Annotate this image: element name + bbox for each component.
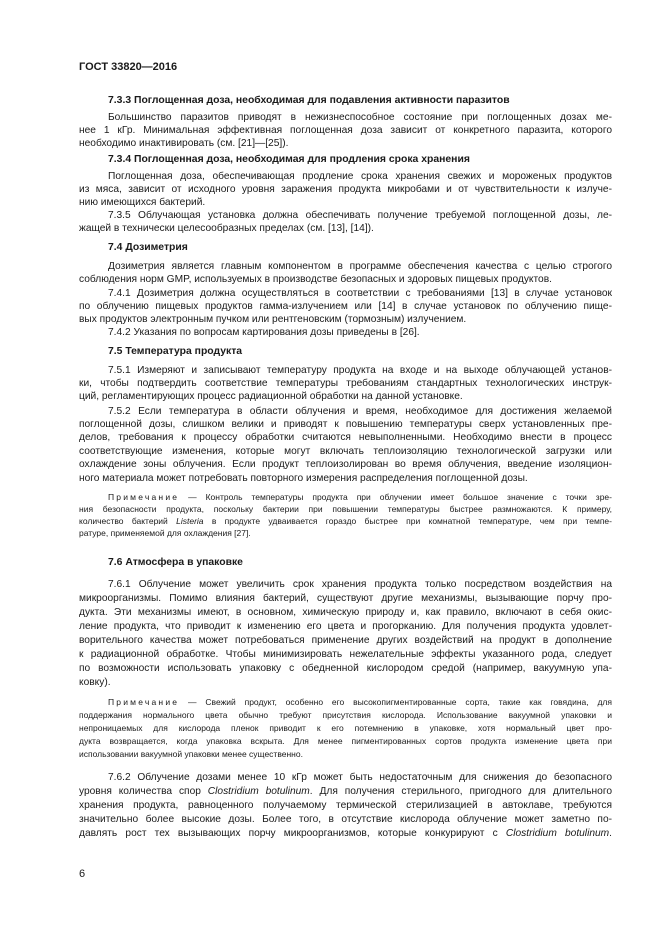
text-line: ций, регламентирующих процесс радиационной обработки на данной установке.: [79, 391, 463, 402]
text-line: соблюдения норм GMP, используемых в производстве безопасных и здоровых пищевых продуктов.: [79, 274, 552, 285]
heading-7-4: 7.4 Дозиметрия: [108, 242, 188, 253]
note-line: ратуре, применяемой для охлаждения [27].: [79, 528, 251, 538]
heading-7-6: 7.6 Атмосфера в упаковке: [108, 557, 243, 568]
text-line: к радиационной обработке. Чтобы минимизировать нежелательные эффекты указанного рода, следует: [79, 649, 612, 660]
text-line: дукта. Эти механизмы имеют, в основном, химическую природу и, как правило, включают в себя окис-: [79, 607, 612, 618]
text-line: Дозиметрия является главным компонентом в программе обеспечения качества с целью строгого: [108, 261, 612, 272]
note-line: Примечание — Контроль температуры продукта при облучении имеет большое значение с точки зре-: [108, 492, 612, 502]
text-line: 7.6.2 Облучение дозами менее 10 кГр может быть недостаточным для снижения до безопасного: [108, 772, 612, 783]
text-line: ки, чтобы подтвердить соответствие температуры требованиям стандартных технологических инструк-: [79, 378, 612, 389]
text-line: ковку).: [79, 677, 111, 688]
text-line: соответствующие изменения, которые могут включать теплоизоляцию технологической загрузки или: [79, 446, 612, 457]
text-line: 7.6.1 Облучение может увеличить срок хранения продукта только посредством воздействия на: [108, 579, 612, 590]
note-line: непроницаемых для кислорода пленок приводит к его потемнению в упаковке, хотя нормальный цвет про-: [79, 723, 612, 733]
text-line: нию имеющихся бактерий.: [79, 197, 206, 208]
heading-7-3-3: 7.3.3 Поглощенная доза, необходимая для подавления активности паразитов: [108, 95, 510, 106]
text-line: вых продуктов электронным пучком или рентгеновским (тормозным) излучением.: [79, 314, 467, 325]
text-line: ление продукта, что приводит к изменению его цвета и прогорканию. Для получения продукта удовлет-: [79, 621, 612, 632]
text-line: необходимо инактивировать (см. [21]—[25]).: [79, 138, 289, 149]
note-label: Примечание: [108, 492, 180, 502]
text-line: Большинство паразитов приводят в нежизнеспособное состояние при поглощенных дозах ме-: [108, 112, 612, 123]
note-line: поддержания нормального цвета обычно требуют присутствия кислорода. Использование вакуумной упаковки и: [79, 710, 612, 720]
standard-number: ГОСТ 33820—2016: [79, 61, 178, 73]
note-label: Примечание: [108, 697, 180, 707]
text-line: поглощенной дозы, слишком велики и приводят к повышению температуры сверх установленных пре-: [79, 419, 612, 430]
text-line: 7.4.2 Указания по вопросам картирования дозы приведены в [26].: [108, 327, 420, 338]
text-line: хранения продукта, равноценного получаемому термической стерилизацией в автоклаве, требуются: [79, 800, 612, 811]
text-line: по возможности использовать упаковку с обедненной кислородом средой (например, вакуумную упа-: [79, 663, 612, 674]
text-line: давлять рост тех вызывающих порчу микроорганизмов, которые конкурируют с Clostridium botulinum.: [79, 828, 612, 839]
page-number: 6: [79, 868, 86, 880]
text-line: 7.5.1 Измеряют и записывают температуру продукта на входе и на выходе облучающей установ-: [108, 365, 612, 376]
heading-7-3-4: 7.3.4 Поглощенная доза, необходимая для продления срока хранения: [108, 154, 470, 165]
text-line: жащей в технически целесообразных пределах (см. [13], [14]).: [79, 223, 374, 234]
note-line: количество бактерий Listeria в продукте удваивается гораздо быстрее при комнатной температуре, чем при темпе-: [79, 516, 612, 526]
note-line: использовании вакуумной упаковки менее существенно.: [79, 749, 303, 759]
note-line: Примечание — Свежий продукт, особенно его высокопигментированные сорта, такие как говядина, для: [108, 697, 612, 707]
text-line: по облучению пищевых продуктов гамма-излучением или [14] в случае установок по облучению пище-: [79, 301, 612, 312]
text-line: ного материала может потребовать повторного измерения распределения поглощенной дозы.: [79, 473, 528, 484]
text-line: из мяса, зависит от исходного уровня заражения продукта микробами и от чувствительности к излуче-: [79, 184, 612, 195]
text-line: делов, требования к процессу обработки считаются невыполненными. Необходимо внести в процесс: [79, 432, 612, 443]
text-line: микроорганизмы. Помимо влияния бактерий, существуют другие механизмы, вызывающие порчу про-: [79, 593, 612, 604]
heading-7-5: 7.5 Температура продукта: [108, 346, 243, 357]
text-line: 7.4.1 Дозиметрия должна осуществляться в соответствии с требованиями [13] в случае установок: [108, 288, 612, 299]
text-line: Поглощенная доза, обеспечивающая продление срока хранения свежих и мороженых продуктов: [108, 171, 612, 182]
text-line: значительно более высокие дозы. Более того, в отсутствие кислорода облучение может заметно по-: [79, 814, 612, 825]
text-line: ворительного качества может потребоваться применение других воздействий на продукт в дополнение: [79, 635, 612, 646]
text-line: 7.5.2 Если температура в области облучения и время, необходимое для достижения желаемой: [108, 406, 612, 417]
text-line: охлаждение зоны облучения. Если продукт теплоизолирован во время облучения, введение изоляцион-: [79, 459, 612, 470]
note-line: дукта возвращается, когда упаковка вскрыта. Для менее пигментированных сортов продукта изменение цвета при: [79, 736, 612, 746]
text-line: 7.3.5 Облучающая установка должна обеспечивать получение требуемой поглощенной дозы, ле-: [108, 210, 612, 221]
text-line: нее 1 кГр. Минимальная эффективная поглощенная доза зависит от конкретного паразита, которого: [79, 125, 612, 136]
note-line: ния безопасности продукта, поскольку бактерии при повышении температуры быстрее размножаются. К примеру,: [79, 504, 612, 514]
text-line: уровня количества спор Clostridium botulinum. Для получения стерильного, пригодного для длительного: [79, 786, 612, 797]
